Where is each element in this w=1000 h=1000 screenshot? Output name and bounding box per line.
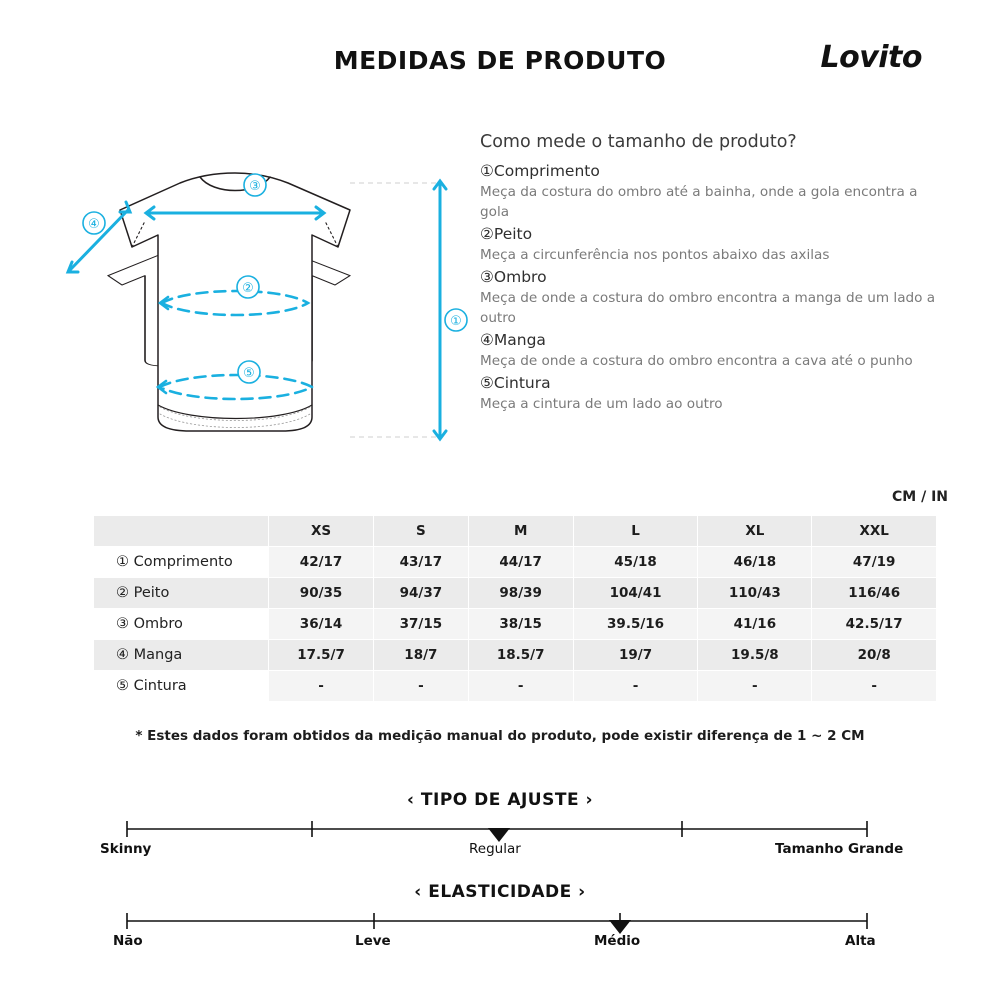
cell: - [269,671,374,702]
cell: - [374,671,468,702]
measure-item-peito [480,224,950,265]
cell: 47/19 [812,547,937,578]
cell: 94/37 [374,578,468,609]
fit-label-regular: Regular [469,841,521,857]
cell: 45/18 [573,547,698,578]
measure-item-comprimento [480,161,950,222]
measure-item-desc: Meça a circunferência nos pontos abaixo das axilas [480,247,830,264]
measure-item-desc: Meça da costura do ombro até a bainha, onde a gola encontra a gola [480,183,918,221]
cell: 20/8 [812,640,937,671]
col-header-m: M [468,516,573,547]
table-row [94,609,937,640]
tshirt-illustration [50,155,470,465]
row-label-peito: ② Peito [94,578,269,609]
how-to-measure-panel [480,132,950,416]
measure-item-head: ②Peito [480,225,533,244]
cell: 37/15 [374,609,468,640]
table-row [94,671,937,702]
col-header-l: L [573,516,698,547]
cell: 36/14 [269,609,374,640]
cell: 42.5/17 [812,609,937,640]
cell: 90/35 [269,578,374,609]
page-title: MEDIDAS DE PRODUTO [333,46,667,75]
col-header-xxl: XXL [812,516,937,547]
cell: 38/15 [468,609,573,640]
cell: 18.5/7 [468,640,573,671]
elasticity-label-nao: Não [113,933,143,949]
row-label-cintura: ⑤ Cintura [94,671,269,702]
callout-4: ④ [88,217,100,232]
table-header-row [94,516,937,547]
row-label-ombro: ③ Ombro [94,609,269,640]
cell: 44/17 [468,547,573,578]
size-table-body [94,547,937,702]
measure-item-head: ③Ombro [480,268,547,287]
cell: 18/7 [374,640,468,671]
table-row [94,547,937,578]
unit-label: CM / IN [892,489,948,505]
size-table [93,515,937,702]
table-corner-cell [94,516,269,547]
cell: 41/16 [698,609,812,640]
cell: 116/46 [812,578,937,609]
table-row [94,640,937,671]
brand-logo: Lovito [820,40,922,75]
cell: 46/18 [698,547,812,578]
col-header-s: S [374,516,468,547]
measure-item-manga [480,330,950,371]
col-header-xs: XS [269,516,374,547]
page-header [0,40,1000,96]
size-table-header [94,516,937,547]
cell: - [812,671,937,702]
measurement-note: * Estes dados foram obtidos da medição manual do produto, pode existir diferença de 1 ~ 2 CM [135,728,865,744]
measure-item-desc: Meça de onde a costura do ombro encontra a cava até o punho [480,353,913,370]
measure-item-desc: Meça de onde a costura do ombro encontra a manga de um lado a outro [480,290,936,327]
cell: 17.5/7 [269,640,374,671]
cell: - [698,671,812,702]
measure-item-ombro [480,267,950,328]
measure-item-head: ①Comprimento [480,162,600,180]
callout-2: ② [242,281,254,296]
cell: 42/17 [269,547,374,578]
fit-scale-title: ‹ TIPO DE AJUSTE › [407,790,593,810]
fit-label-skinny: Skinny [100,841,152,857]
elasticity-label-leve: Leve [355,933,391,949]
cell: 110/43 [698,578,812,609]
garment-diagram [50,155,470,465]
measure-item-head: ④Manga [480,331,546,350]
col-header-xl: XL [698,516,812,547]
elasticity-scale-title: ‹ ELASTICIDADE › [414,882,586,902]
cell: 43/17 [374,547,468,578]
cell: 98/39 [468,578,573,609]
table-row [94,578,937,609]
callout-3: ③ [249,179,261,194]
cell: - [573,671,698,702]
measure-item-cintura [480,373,950,414]
elasticity-label-medio: Médio [594,933,641,949]
cell: 104/41 [573,578,698,609]
callout-5: ⑤ [243,366,255,381]
cell: - [468,671,573,702]
row-label-manga: ④ Manga [94,640,269,671]
cell: 19.5/8 [698,640,812,671]
cell: 39.5/16 [573,609,698,640]
measure-item-desc: Meça a cintura de um lado ao outro [480,396,723,413]
how-to-measure-title: Como mede o tamanho de produto? [480,132,797,152]
measure-item-head: ⑤Cintura [480,374,551,393]
elasticity-label-alta: Alta [845,933,876,949]
callout-1: ① [450,314,462,329]
cell: 19/7 [573,640,698,671]
row-label-comprimento: ① Comprimento [94,547,269,578]
fit-label-tamanho-grande: Tamanho Grande [775,841,904,857]
